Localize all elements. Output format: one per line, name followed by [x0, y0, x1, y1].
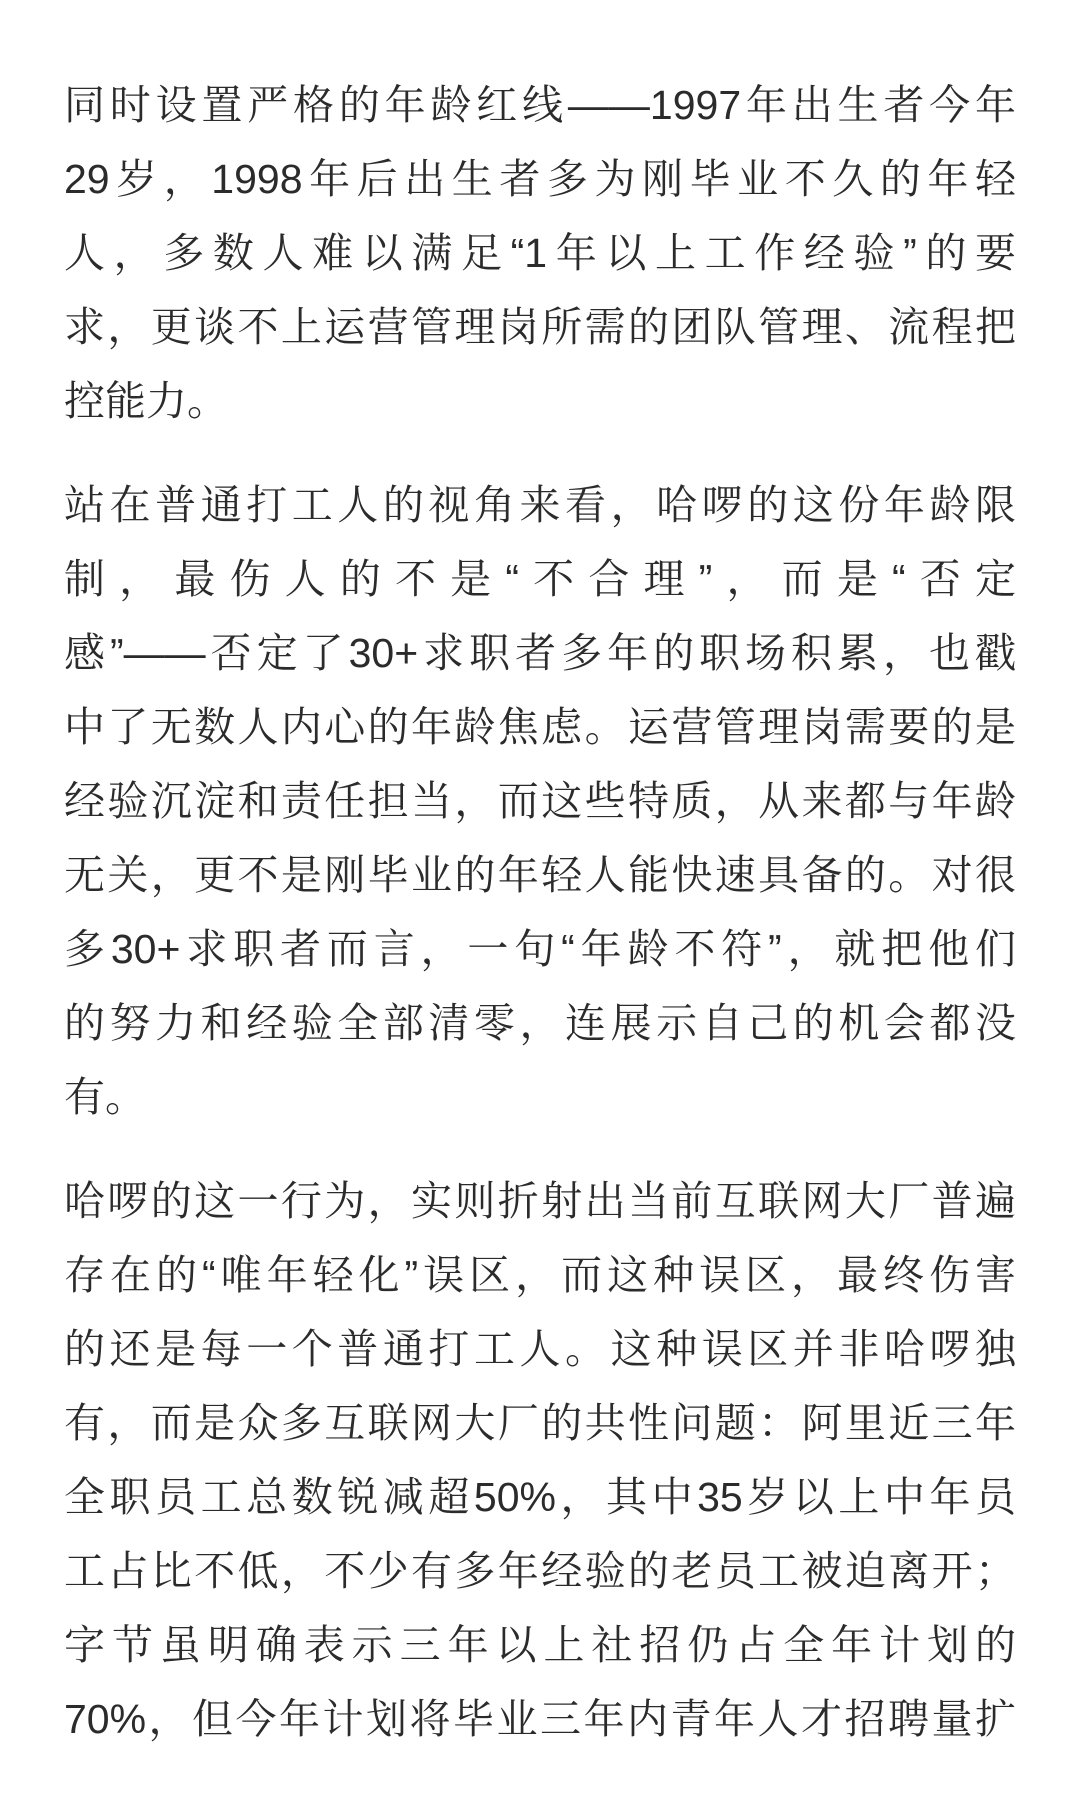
paragraph — [64, 468, 1016, 1134]
text-line: 控能力。 — [64, 378, 228, 424]
text-line: 29岁，1998年后出生者多为刚毕业不久的年轻 — [64, 156, 1016, 202]
text-line: 站在普通打工人的视角来看，哈啰的这份年龄限 — [64, 482, 1016, 528]
text-line: 有。 — [64, 1074, 146, 1120]
paragraph — [64, 68, 1016, 438]
text-line: 经验沉淀和责任担当，而这些特质，从来都与年龄 — [64, 778, 1016, 824]
text-line: 字节虽明确表示三年以上社招仍占全年计划的 — [64, 1622, 1016, 1668]
paragraph — [64, 1164, 1016, 1756]
text-line: 有，而是众多互联网大厂的共性问题：阿里近三年 — [64, 1400, 1016, 1446]
text-line: 工占比不低，不少有多年经验的老员工被迫离开； — [64, 1548, 1016, 1594]
text-line: 全职员工总数锐减超50%，其中35岁以上中年员 — [64, 1474, 1016, 1520]
text-line: 的努力和经验全部清零，连展示自己的机会都没 — [64, 1000, 1016, 1046]
text-line: 感”——否定了30+求职者多年的职场积累，也戳 — [64, 630, 1016, 676]
text-line: 中了无数人内心的年龄焦虑。运营管理岗需要的是 — [64, 704, 1016, 750]
text-line: 无关，更不是刚毕业的年轻人能快速具备的。对很 — [64, 852, 1016, 898]
text-line: 制，最伤人的不是“不合理”，而是“否定 — [64, 556, 1016, 602]
text-line: 存在的“唯年轻化”误区，而这种误区，最终伤害 — [64, 1252, 1016, 1298]
text-line: 人，多数人难以满足“1年以上工作经验”的要 — [64, 230, 1016, 276]
text-line: 哈啰的这一行为，实则折射出当前互联网大厂普遍 — [64, 1178, 1016, 1224]
article-body — [64, 68, 1016, 1756]
text-line: 求，更谈不上运营管理岗所需的团队管理、流程把 — [64, 304, 1016, 350]
text-line: 的还是每一个普通打工人。这种误区并非哈啰独 — [64, 1326, 1016, 1372]
text-line: 70%，但今年计划将毕业三年内青年人才招聘量扩 — [64, 1696, 1016, 1742]
text-line: 多30+求职者而言，一句“年龄不符”，就把他们 — [64, 926, 1016, 972]
text-line: 同时设置严格的年龄红线——1997年出生者今年 — [64, 82, 1016, 128]
